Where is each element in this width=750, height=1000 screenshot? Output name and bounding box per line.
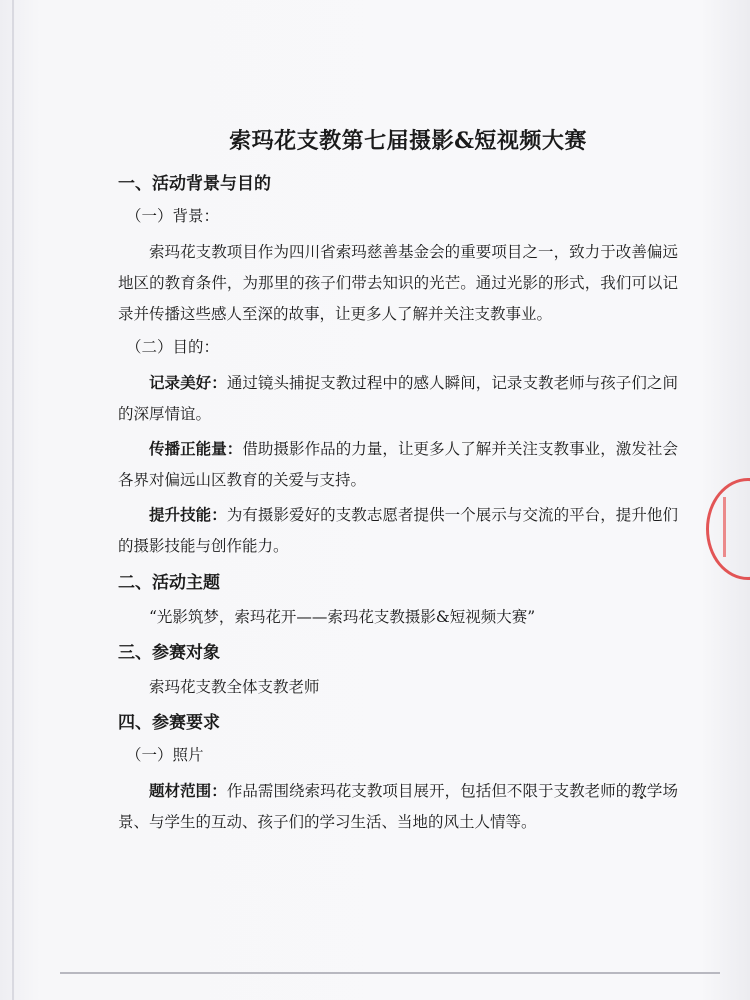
section-heading-requirements: 四、参赛要求 <box>118 713 220 733</box>
participants-text: 索玛花支教全体支教老师 <box>149 678 320 696</box>
document-body <box>118 124 678 842</box>
goal-text: 为有摄影爱好的支教志愿者提供一个展示与交流的平台，提升他们的摄影技能与创作能力。 <box>118 506 678 555</box>
goal-text: 借助摄影作品的力量，让更多人了解并关注支教事业，激发社会各界对偏远山区教育的关爱与支持。 <box>118 440 678 489</box>
section-heading-participants: 三、参赛对象 <box>118 643 220 663</box>
section-heading-theme: 二、活动主题 <box>118 573 220 593</box>
scope-paragraph <box>118 776 678 838</box>
goal-paragraph <box>118 500 678 562</box>
scan-edge <box>12 0 14 1000</box>
section-heading-background: 一、活动背景与目的 <box>118 174 271 194</box>
goal-paragraph <box>118 368 678 430</box>
scope-label: 题材范围： <box>149 782 227 800</box>
scope-text: 作品需围绕索玛花支教项目展开，包括但不限于支教老师的教学场景、与学生的互动、孩子们的学习生活、当地的风土人情等。 <box>118 782 678 831</box>
subheading-purpose: （二）目的： <box>126 338 220 356</box>
red-seal-stamp <box>706 478 750 580</box>
goal-text: 通过镜头捕捉支教过程中的感人瞬间，记录支教老师与孩子们之间的深厚情谊。 <box>118 374 678 423</box>
theme-text: “光影筑梦，索玛花开——索玛花支教摄影&短视频大赛” <box>149 608 536 626</box>
subheading-photos: （一）照片 <box>126 746 204 764</box>
document-title: 索玛花支教第七届摄影&短视频大赛 <box>229 128 587 154</box>
goal-label: 提升技能： <box>149 506 227 524</box>
goal-label: 记录美好： <box>149 374 227 392</box>
subheading-background: （一）背景： <box>126 207 220 225</box>
goal-paragraph <box>118 434 678 496</box>
background-paragraph: 索玛花支教项目作为四川省索玛慈善基金会的重要项目之一，致力于改善偏远地区的教育条件，为那里的孩子们带去知识的光芒。通过光影的形式，我们可以记录并传播这些感人至深的故事，让更多人了解并关注支教事业。 <box>118 243 678 323</box>
scan-bottom-line <box>60 972 720 974</box>
goal-label: 传播正能量： <box>149 440 243 458</box>
